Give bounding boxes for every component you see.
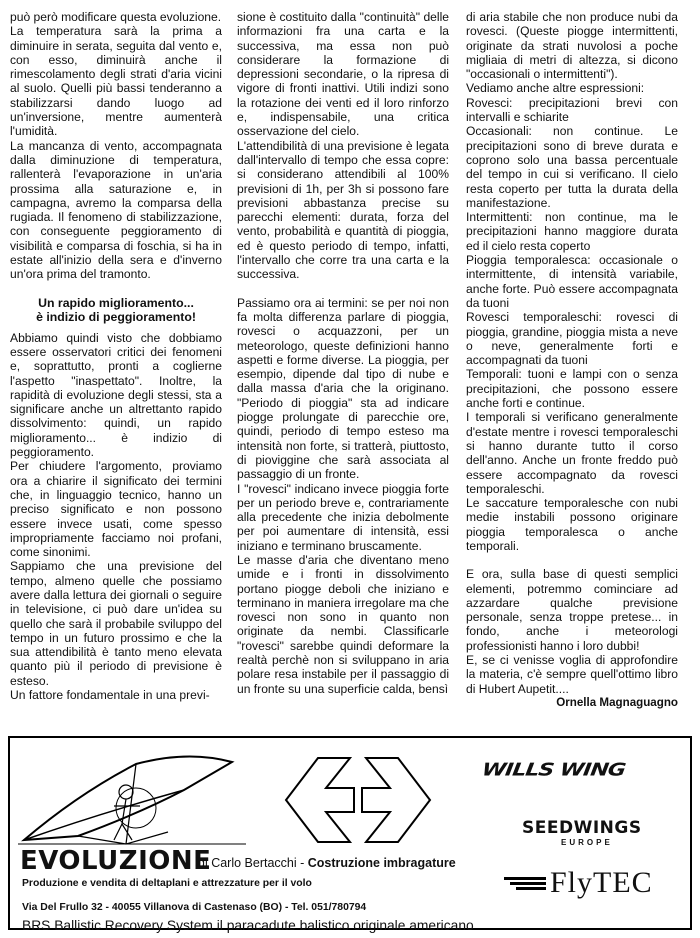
production-line: Produzione e vendita di deltaplani e attrezzature per il volo bbox=[22, 878, 312, 889]
author-prefix: di Carlo Bertacchi - bbox=[198, 856, 308, 870]
paragraph: Per chiudere l'argomento, proviamo ora a chiarire il significato dei termini che, in linguaggio tecnico, hanno un preciso significato e non possono essere invece usati, come spesso impropriamente facciamo noi profani, come sinonimi. bbox=[10, 459, 222, 560]
brand-name: EVOLUZIONE bbox=[20, 846, 212, 876]
author-service: Costruzione imbragature bbox=[307, 856, 456, 870]
column-2 bbox=[237, 10, 449, 696]
seedwings-logo: SEEDWINGS bbox=[522, 818, 642, 838]
section-heading-line-1: Un rapido miglioramento... bbox=[38, 295, 194, 310]
paragraph: E, se ci venisse voglia di approfondire la materia, c'è sempre quell'ottimo libro di Hubert Aupetit.... bbox=[466, 653, 678, 696]
brs-tagline: BRS Ballistic Recovery System il paracadute balistico originale americano bbox=[22, 918, 474, 933]
paragraph: di aria stabile che non produce nubi da rovesci. (Queste piogge intermittenti, originate da strati nuvolosi a poche migliaia di metri di altezza, si dicono "occasionali o intermittenti"). bbox=[466, 10, 678, 82]
paragraph: La temperatura sarà la prima a diminuire in serata, seguita dal vento e, con esso, diminuirà anche il rimescolamento degli strati d'aria vicini al suolo. Quelli più bassi tenderanno a stabilizzarsi dando luogo ad un'inversione, mentre aumenterà l'umidità. bbox=[10, 24, 222, 139]
seedwings-subtitle: EUROPE bbox=[561, 838, 613, 847]
paragraph: Occasionali: non continue. Le precipitazioni sono di breve durata e coprono solo una bassa percentuale del tempo in cui si verificano. Il cielo resta coperto per tutta la durata della manifestazione. bbox=[466, 124, 678, 210]
paragraph: Sappiamo che una previsione del tempo, almeno quelle che possiamo avere dalla lettura dei giornali o seguire in televisione, ci può dare un'idea su quello che sarà il probabile sviluppo del tempo in un futuro prossimo e che la sua attendibilità è tanto meno elevata quanto più il periodo di previsione è esteso. bbox=[10, 559, 222, 688]
paragraph: Un fattore fondamentale in una previ- bbox=[10, 688, 210, 703]
paragraph: Temporali: tuoni e lampi con o senza precipitazioni, che possono essere anche forti e continue. bbox=[466, 367, 678, 411]
column-1 bbox=[10, 10, 222, 702]
section-heading-line-2: è indizio di peggioramento! bbox=[36, 310, 196, 325]
paragraph: I temporali si verificano generalmente d'estate mentre i rovesci temporaleschi si hanno durante tutto il corso dell'anno. Anche un fronte freddo può essere accompagnato da rovesci temporaleschi. bbox=[466, 410, 678, 496]
paragraph: sione è costituito dalla "continuità" delle informazioni fra una carta e la successiva, ma essa non può considerare la formazione di depressioni secondarie, o la ripresa di vigore di fronti inattivi. Utili indizi sono la rotazione dei venti ed il loro rinforzo e, indispensabile, una critica osservazione del cielo. bbox=[237, 10, 449, 139]
author-signature: Ornella Magnaguagno bbox=[556, 695, 678, 709]
paragraph: Pioggia temporalesca: occasionale o intermittente, di intensità variabile, anche forte. Può essere accompagnata da tuoni bbox=[466, 253, 678, 310]
paragraph: L'attendibilità di una previsione è legata dall'intervallo di tempo che essa copre: si considerano attendibili al 100% previsioni di 1h, per 3h si possono fare previsioni abbastanza precise su parecchi elementi: durata, forza del vento, probabilità e quantità di pioggia, ed è questo periodo di tempo, infatti, l'intervallo che corre tra una carta e la successiva. bbox=[237, 138, 449, 282]
flytec-logo: FlyTEC bbox=[550, 866, 653, 899]
column-3 bbox=[466, 10, 678, 710]
paragraph: Rovesci temporaleschi: rovesci di pioggia, grandine, pioggia mista a neve o neve, generalmente forti e accompagnati da tuoni bbox=[466, 310, 678, 368]
flytec-lines-icon bbox=[504, 876, 546, 890]
wills-wing-logo: WILLS WING bbox=[480, 760, 627, 781]
paragraph: può però modificare questa evoluzione. bbox=[10, 10, 222, 24]
paragraph: Vediamo anche altre espressioni: bbox=[466, 81, 645, 96]
advertisement bbox=[8, 736, 692, 933]
paragraph: Intermittenti: non continue, ma le precipitazioni hanno maggiore durata ed il cielo resta coperto bbox=[466, 210, 678, 253]
paragraph: Le masse d'aria che diventano meno umide e i fronti in dissolvimento portano piogge deboli che iniziano e terminano in maniera irregolare ma che rovesci non sono in quanto non originate da nembi. Classificarle "rovesci" sarebbe quindi deformare la realtà perchè non si sviluppano in aria polare resa instabile per il passaggio di un fronte su una superficie calda, bensì bbox=[237, 552, 449, 696]
paragraph: Passiamo ora ai termini: se per noi non fa molta differenza parlare di pioggia, rovesci o acquazzoni, per un meteorologo, queste definizioni hanno aspetti e forme diverse. La pioggia, per esempio, dipende dal tipo di nube e dalla massa d'aria che la originano. "Periodo di pioggia" sta ad indicare piogge prolungate di parecchie ore, quindi, periodo di tempo esteso ma intensità non forte, si tratterà, piuttosto, di pioviggine che sarà associata al passaggio di un fronte. bbox=[237, 295, 449, 482]
paragraph: La mancanza di vento, accompagnata dalla diminuzione di temperatura, rallenterà l'evaporazione in un'aria prossima alla saturazione e, in campagna, avremo la comparsa della rugiada. Il fenomeno di stabilizzazione, con conseguente peggioramento di visibilità e comparsa di foschia, si ha in estate all'inizio della sera e d'inverno un'ora prima del tramonto. bbox=[10, 138, 222, 282]
paragraph: Rovesci: precipitazioni brevi con intervalli e schiarite bbox=[466, 95, 678, 125]
brand-author bbox=[198, 856, 456, 870]
address-line: Via Del Frullo 32 - 40055 Villanova di Castenaso (BO) - Tel. 051/780794 bbox=[22, 902, 367, 913]
paragraph: I "rovesci" indicano invece pioggia forte per un periodo breve e, contrariamente alla precedente che inizia debolmente per poi aumentare di intensità, essi iniziano e terminano bruscamente. bbox=[237, 481, 449, 553]
paragraph: Abbiamo quindi visto che dobbiamo essere osservatori critici dei fenomeni e, soprattutto, pronti a coglierne l'aspetto "inaspettato". Inoltre, la rapidità di evoluzione degli stessi, sta a significare anche un altrettanto rapido dissolvimento: quindi, un rapido miglioramento... è indizio di peggioramento. bbox=[10, 330, 222, 460]
paragraph: E ora, sulla base di questi semplici elementi, potremmo cominciare ad azzardare qualche previsione personale, senza troppe pretese... in fondo, anche i meteorologi professionisti hanno i loro dubbi! bbox=[466, 567, 678, 653]
arrows-logo-icon bbox=[278, 750, 438, 850]
paragraph: Le saccature temporalesche con nubi medie instabili possono originare pioggia temporalesca o anche temporali. bbox=[466, 496, 678, 553]
